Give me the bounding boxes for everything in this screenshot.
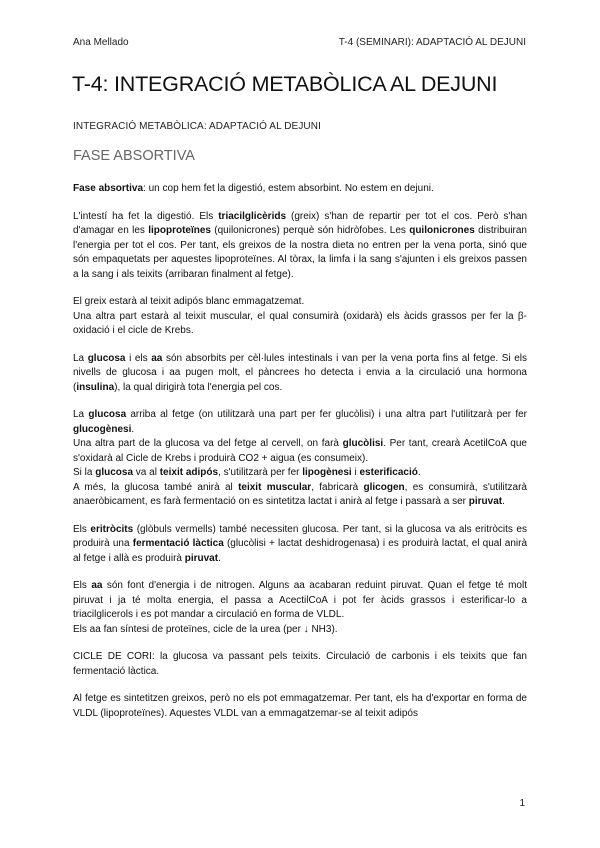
- paragraph: La glucosa i els aa són absorbits per cèl·lules intestinals i van per la vena porta fins al fetge. Si els nivells de glucosa i aa pugen molt, el pàncrees ho detecta i envia a la circulació una hormona (insulina), la qual dirigirà tota l'energia pel cos.: [73, 352, 528, 393]
- paragraph: CICLE DE CORI: la glucosa va passant pels teixits. Circulació de carbonis i els teixits que fan fermentació làctica.: [73, 651, 527, 677]
- page-number: 1: [519, 798, 525, 809]
- paragraph: El greix estarà al teixit adipós blanc emmagatzemat. Una altra part estarà al teixit muscular, el qual consumirà (oxidarà) els àcids grassos per fer la β-oxidació i el cicle de Krebs.: [73, 296, 527, 336]
- paragraph: Al fetge es sintetitzen greixos, però no els pot emmagatzemar. Per tant, els ha d'exportar en forma de VLDL (lipoproteïnes). Aquestes VLDL van a emmagatzemar-se al teixit adipós: [73, 693, 527, 719]
- paragraph: Els eritròcits (glòbuls vermells) també necessiten glucosa. Per tant, si la glucosa va als eritròcits es produirà una fermentació làctica (glucòlisi + lactat deshidrogenasa) i es produirà lactat, el qual anirà al fetge i allà es produirà piruvat.: [73, 523, 528, 564]
- header-author: Ana Mellado: [73, 37, 129, 48]
- header-doc-title: T-4 (SEMINARI): ADAPTACIÓ AL DEJUNI: [338, 37, 526, 48]
- page-subtitle: INTEGRACIÓ METABÒLICA: ADAPTACIÓ AL DEJUNI: [73, 121, 321, 132]
- paragraph: Fase absortiva: un cop hem fet la digestió, estem absorbint. No estem en dejuni.: [73, 183, 434, 194]
- paragraph: Els aa són font d'energia i de nitrogen. Alguns aa acabaran reduint piruvat. Quan el fetge té molt piruvat i ja té molta energia, el passa a AcectilCoA i pot fer àcids grassos i esterificar-lo a triacilglicerols i es pot mandar a circulació en forma de VLDL. Els aa fan síntesi de proteïnes, cicle de la urea (per ↓ NH3).: [73, 580, 527, 635]
- section-heading: FASE ABSORTIVA: [73, 148, 195, 164]
- body-text: [73, 182, 527, 734]
- page-title: T-4: INTEGRACIÓ METABÒLICA AL DEJUNI: [72, 72, 498, 96]
- paragraph: La glucosa arriba al fetge (on utilitzarà una part per fer glucòlisi) i una altra part l'utilitzarà per fer glucogènesi. Una altra part de la glucosa va del fetge al cervell, on farà glucòlisi. Per tant, crearà AcetilCoA que s'oxidarà al Cicle de Krebs i produirà CO2 + aigua (es consumeix). Si la glucosa va al teixit adipós, s'utilitzarà per fer lipogènesi i esterificació. A més, la glucosa també anirà al teixit muscular, fabricarà glicogen, es consumirà, s'utilitzarà anaeròbicament, es farà fermentació on es sintetitza lactat i anirà al fetge i passarà a ser piruvat.: [73, 409, 527, 507]
- paragraph: L'intestí ha fet la digestió. Els triacilglicèrids (greix) s'han de repartir per tot el cos. Però s'han d'amagar en les lipoproteïnes (quilonicrones) perquè són hidròfobes. Les quilonicrones distribuiran l'energia per tot el cos. Per tant, els greixos de la nostra dieta no entren per la vena porta, sinó que són empaquetats per aquestes lipoproteïnes. Al tòrax, la limfa i la sang s'ajunten i els greixos passen a la sang i als teixits (arribaran finalment al fetge).: [73, 210, 528, 280]
